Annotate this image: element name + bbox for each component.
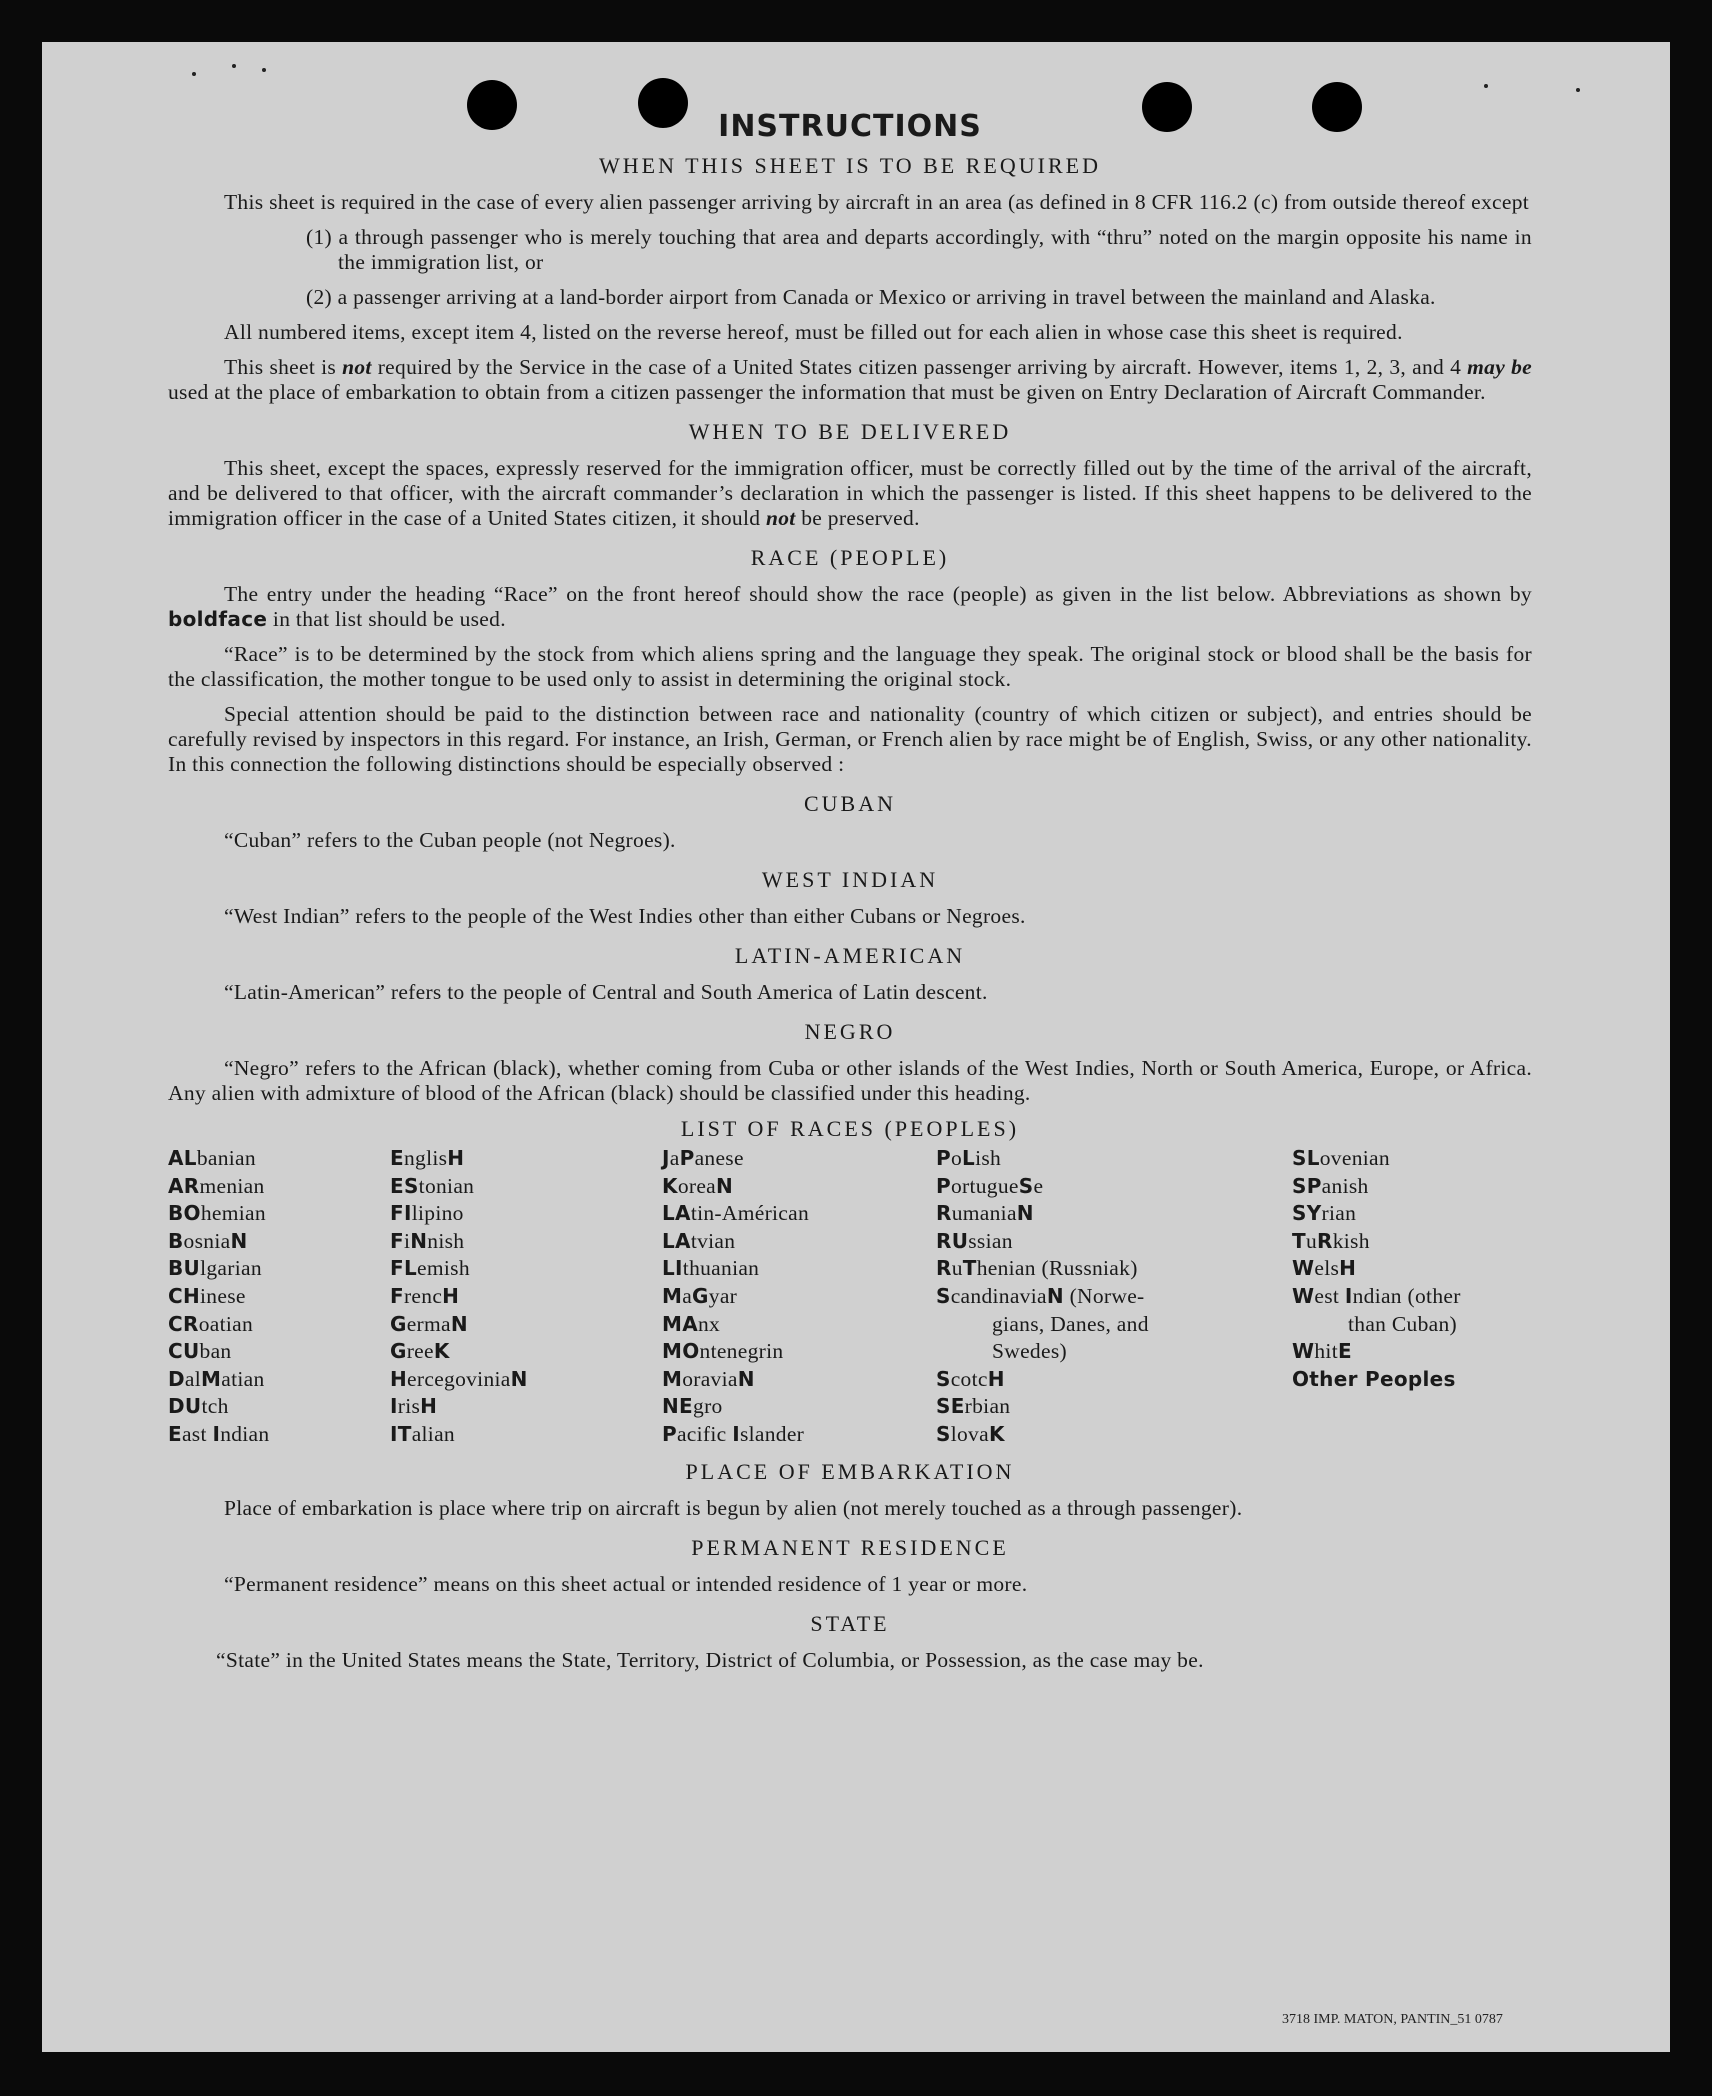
paragraph: Special attention should be paid to the distinction between race and nationality (country of which citizen or subject), and entries should be carefully revised by inspectors in this regard. For instance, an Irish, German, or French alien by race might be of English, Swiss, or any other nationality. In this connection the following distinctions should be especially observed : — [168, 702, 1532, 776]
races-column — [936, 1145, 1149, 1449]
race-entry: Pacific Islander — [662, 1421, 805, 1446]
race-entry: gians, Danes, and — [992, 1311, 1149, 1336]
race-entry: LIthuanian — [662, 1256, 760, 1281]
race-entry: IrisH — [390, 1394, 438, 1419]
race-entry: CRoatian — [168, 1311, 254, 1336]
race-entry: KoreaN — [662, 1173, 734, 1198]
race-entry: BOhemian — [168, 1201, 266, 1226]
section-heading: WHEN THIS SHEET IS TO BE REQUIRED — [599, 153, 1101, 178]
definition: “Latin-American” refers to the people of Central and South America of Latin descent. — [224, 980, 988, 1004]
race-entry: ScandinaviaN (Norwe- — [936, 1283, 1145, 1308]
section-heading: PLACE OF EMBARKATION — [685, 1459, 1015, 1484]
race-entry: MoraviaN — [662, 1366, 755, 1391]
races-list — [168, 1145, 1532, 1445]
race-entry: ARmenian — [168, 1173, 265, 1198]
race-entry: GermaN — [390, 1311, 468, 1336]
race-entry: SlovaK — [936, 1421, 1005, 1446]
speck — [192, 72, 196, 76]
race-entry: DUtch — [168, 1394, 229, 1419]
section-heading: RACE (PEOPLE) — [750, 545, 950, 570]
section-heading: NEGRO — [804, 1019, 896, 1044]
race-entry: ALbanian — [168, 1146, 256, 1170]
race-entry: RuThenian (Russniak) — [936, 1256, 1138, 1281]
race-entry: EStonian — [390, 1173, 475, 1198]
race-entry: LAtvian — [662, 1228, 736, 1253]
race-entry: MOntenegrin — [662, 1339, 784, 1364]
definition: “Cuban” refers to the Cuban people (not Negroes). — [224, 828, 676, 852]
race-entry: MaGyar — [662, 1283, 738, 1308]
section-heading: WHEN TO BE DELIVERED — [688, 419, 1012, 444]
race-entry: EnglisH — [390, 1146, 465, 1170]
race-entry: ScotcH — [936, 1366, 1005, 1391]
races-column — [390, 1145, 528, 1449]
speck — [1576, 88, 1580, 92]
section-heading: STATE — [810, 1611, 890, 1636]
instructions-content — [168, 109, 1532, 1683]
race-entry: Swedes) — [992, 1339, 1067, 1364]
paragraph: This sheet is not required by the Service in the case of a United States citizen passenger arriving by aircraft. However, items 1, 2, 3, and 4 may be used at the place of embarkation to obtain from a citizen passenger the information that must be given on Entry Declaration of Aircraft Commander. — [168, 355, 1532, 404]
race-entry: PortugueSe — [936, 1173, 1044, 1198]
speck — [1484, 84, 1488, 88]
definition: “West Indian” refers to the people of the West Indies other than either Cubans or Negroes. — [224, 904, 1026, 928]
paragraph: “Negro” refers to the African (black), whether coming from Cuba or other islands of the West Indies, North or South America, Europe, or Africa. Any alien with admixture of blood of the African (black) should be classified under this heading. — [168, 1056, 1532, 1105]
paragraph: This sheet, except the spaces, expressly reserved for the immigration officer, must be correctly filled out by the time of the arrival of the aircraft, and be delivered to that officer, with the aircraft commander’s declaration in which the passenger is listed. If this sheet happens to be delivered to the immigration officer in the case of a United States citizen, it should not be preserved. — [168, 456, 1532, 530]
section-heading: LIST OF RACES (PEOPLES) — [680, 1116, 1020, 1141]
paragraph: This sheet is required in the case of every alien passenger arriving by aircraft in an area (as defined in 8 CFR 116.2 (c) from outside thereof except — [224, 190, 1530, 214]
paragraph: Place of embarkation is place where trip on aircraft is begun by alien (not merely touched as a through passenger). — [224, 1496, 1243, 1520]
paragraph: The entry under the heading “Race” on the front hereof should show the race (people) as given in the list below. Abbreviations as shown by boldface in that list should be used. — [168, 582, 1532, 631]
speck — [232, 64, 236, 68]
list-item: (1) a through passenger who is merely touching that area and departs accordingly, with “thru” noted on the margin opposite his name in the immigration list, or — [306, 225, 1532, 274]
race-entry: NEgro — [662, 1394, 723, 1419]
race-entry: SYrian — [1292, 1201, 1357, 1226]
race-entry: GreeK — [390, 1339, 450, 1364]
race-entry: LAtin-Américan — [662, 1201, 810, 1226]
race-entry: WhitE — [1292, 1339, 1352, 1364]
speck — [262, 68, 266, 72]
races-column — [662, 1145, 809, 1449]
race-entry: SPanish — [1292, 1173, 1369, 1198]
race-entry: ITalian — [390, 1421, 455, 1446]
list-item: (2) a passenger arriving at a land-border airport from Canada or Mexico or arriving in travel between the mainland and Alaska. — [306, 285, 1436, 309]
race-entry: JaPanese — [662, 1146, 744, 1170]
race-entry: BUlgarian — [168, 1256, 262, 1281]
race-entry: SErbian — [936, 1394, 1011, 1419]
definition: “Permanent residence” means on this sheet actual or intended residence of 1 year or more. — [224, 1572, 1028, 1596]
race-entry: West Indian (other — [1292, 1283, 1461, 1308]
paragraph: “Race” is to be determined by the stock from which aliens spring and the language they speak. The original stock or blood shall be the basis for the classification, the mother tongue to be used only to assist in determining the original stock. — [168, 642, 1532, 691]
race-entry: MAnx — [662, 1311, 721, 1336]
race-entry: FLemish — [390, 1256, 470, 1281]
race-entry: WelsH — [1292, 1256, 1357, 1281]
definition: “State” in the United States means the State, Territory, District of Columbia, or Possession, as the case may be. — [216, 1648, 1204, 1672]
races-column — [1292, 1145, 1461, 1393]
section-heading: LATIN-AMERICAN — [734, 943, 966, 968]
paragraph: All numbered items, except item 4, listed on the reverse hereof, must be filled out for each alien in whose case this sheet is required. — [224, 320, 1403, 344]
race-entry: DalMatian — [168, 1366, 265, 1391]
race-entry: CUban — [168, 1339, 232, 1364]
page-title: INSTRUCTIONS — [718, 109, 982, 144]
section-heading: CUBAN — [803, 791, 896, 816]
race-entry: FrencH — [390, 1283, 460, 1308]
race-entry: CHinese — [168, 1283, 246, 1308]
race-entry: Other Peoples — [1292, 1366, 1456, 1391]
race-entry: RUssian — [936, 1228, 1013, 1253]
races-column — [168, 1145, 269, 1449]
race-entry: SLovenian — [1292, 1146, 1390, 1170]
section-heading: PERMANENT RESIDENCE — [691, 1535, 1009, 1560]
form-number: 3718 IMP. MATON, PANTIN_51 0787 — [1282, 2012, 1503, 2027]
race-entry: TuRkish — [1292, 1228, 1370, 1253]
race-entry: PoLish — [936, 1146, 1002, 1170]
race-entry: FiNnish — [390, 1228, 465, 1253]
document-sheet — [42, 42, 1670, 2052]
race-entry: HercegoviniaN — [390, 1366, 528, 1391]
section-heading: WEST INDIAN — [761, 867, 939, 892]
race-entry: FIlipino — [390, 1201, 464, 1226]
race-entry: BosniaN — [168, 1228, 248, 1253]
race-entry: than Cuban) — [1348, 1311, 1457, 1336]
race-entry: East Indian — [168, 1421, 270, 1446]
race-entry: RumaniaN — [936, 1201, 1034, 1226]
